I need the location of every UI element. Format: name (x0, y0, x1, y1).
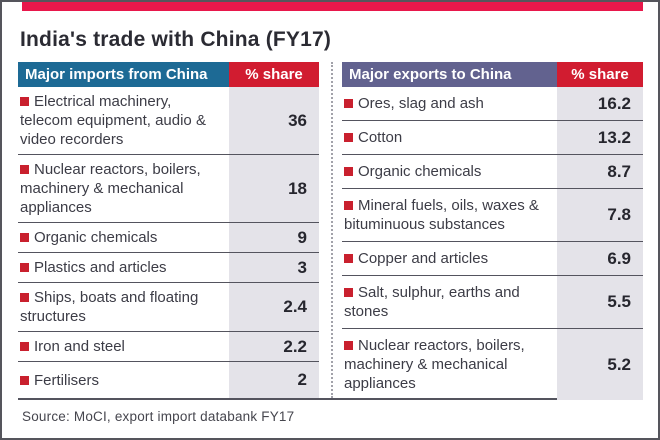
row-value: 13.2 (557, 121, 643, 154)
content-area (2, 2, 658, 424)
row-label (18, 366, 229, 395)
row-label (342, 242, 557, 275)
imports-table (18, 62, 319, 398)
row-label (18, 283, 229, 331)
exports-table-header (342, 62, 643, 87)
bullet-square-icon (20, 293, 29, 302)
row-label (342, 121, 557, 154)
table-row (18, 223, 319, 253)
row-label-text: Copper and articles (358, 250, 489, 267)
row-value: 3 (229, 253, 319, 282)
row-label-text: Organic chemicals (34, 229, 158, 246)
row-label (18, 223, 229, 252)
row-label (342, 87, 557, 120)
bullet-square-icon (344, 341, 353, 350)
bullet-square-icon (344, 201, 353, 210)
table-row (18, 87, 319, 155)
table-row (18, 362, 319, 398)
table-row (342, 276, 643, 329)
top-accent-bar (22, 2, 643, 11)
row-label-text: Nuclear reactors, boilers, machinery & mechanical appliances (344, 337, 525, 392)
imports-rows (18, 87, 319, 398)
row-label-text: Ships, boats and floating structures (20, 289, 199, 325)
row-value: 8.7 (557, 155, 643, 188)
source-text: Source: MoCI, export import databank FY17 (22, 409, 295, 424)
row-label-text: Salt, sulphur, earths and stones (344, 284, 520, 320)
row-value: 16.2 (557, 87, 643, 120)
table-row (18, 155, 319, 223)
bullet-square-icon (20, 342, 29, 351)
imports-table-header (18, 62, 319, 87)
bullet-square-icon (20, 97, 29, 106)
row-label-text: Organic chemicals (358, 163, 482, 180)
row-label (18, 253, 229, 282)
row-value: 6.9 (557, 242, 643, 275)
row-value: 7.8 (557, 189, 643, 241)
row-label-text: Nuclear reactors, boilers, machinery & mechanical appliances (20, 161, 201, 216)
row-value: 36 (229, 87, 319, 154)
row-value: 9 (229, 223, 319, 252)
table-row (18, 332, 319, 362)
bullet-square-icon (344, 167, 353, 176)
row-label-text: Ores, slag and ash (358, 95, 484, 112)
row-label-text: Iron and steel (34, 338, 125, 355)
row-value: 2 (229, 362, 319, 398)
row-value: 18 (229, 155, 319, 222)
row-value: 2.2 (229, 332, 319, 361)
exports-rows (342, 87, 643, 400)
row-value: 5.5 (557, 276, 643, 328)
imports-header-label: Major imports from China (18, 62, 229, 87)
row-label (342, 189, 557, 241)
table-row (18, 253, 319, 283)
imports-share-header: % share (229, 62, 319, 87)
row-label (342, 155, 557, 188)
bullet-square-icon (20, 233, 29, 242)
table-row (342, 329, 643, 400)
exports-table (342, 62, 643, 398)
bullet-square-icon (344, 288, 353, 297)
row-label-text: Fertilisers (34, 371, 100, 389)
row-label-text: Plastics and articles (34, 259, 167, 276)
row-label (342, 329, 557, 400)
row-value: 5.2 (557, 329, 643, 400)
row-label (18, 332, 229, 361)
dotted-divider (331, 62, 333, 398)
exports-header-label: Major exports to China (342, 62, 557, 87)
row-label-text: Mineral fuels, oils, waxes & bituminuous substances (344, 197, 539, 233)
bullet-square-icon (20, 165, 29, 174)
bullet-square-icon (20, 376, 29, 385)
row-value: 2.4 (229, 283, 319, 331)
page-title: India's trade with China (FY17) (20, 28, 332, 51)
row-label (18, 155, 229, 222)
table-row (18, 283, 319, 332)
table-row (342, 242, 643, 276)
bullet-square-icon (20, 263, 29, 272)
row-label-text: Electrical machinery, telecom equipment, audio & video recorders (20, 93, 206, 148)
bullet-square-icon (344, 133, 353, 142)
bullet-square-icon (344, 254, 353, 263)
row-label (18, 87, 229, 154)
row-label-text: Cotton (358, 129, 403, 146)
exports-share-header: % share (557, 62, 643, 87)
table-row (342, 87, 643, 121)
table-row (342, 189, 643, 242)
row-label (342, 276, 557, 328)
tables-container (18, 62, 643, 400)
table-row (342, 155, 643, 189)
table-row (342, 121, 643, 155)
bullet-square-icon (344, 99, 353, 108)
